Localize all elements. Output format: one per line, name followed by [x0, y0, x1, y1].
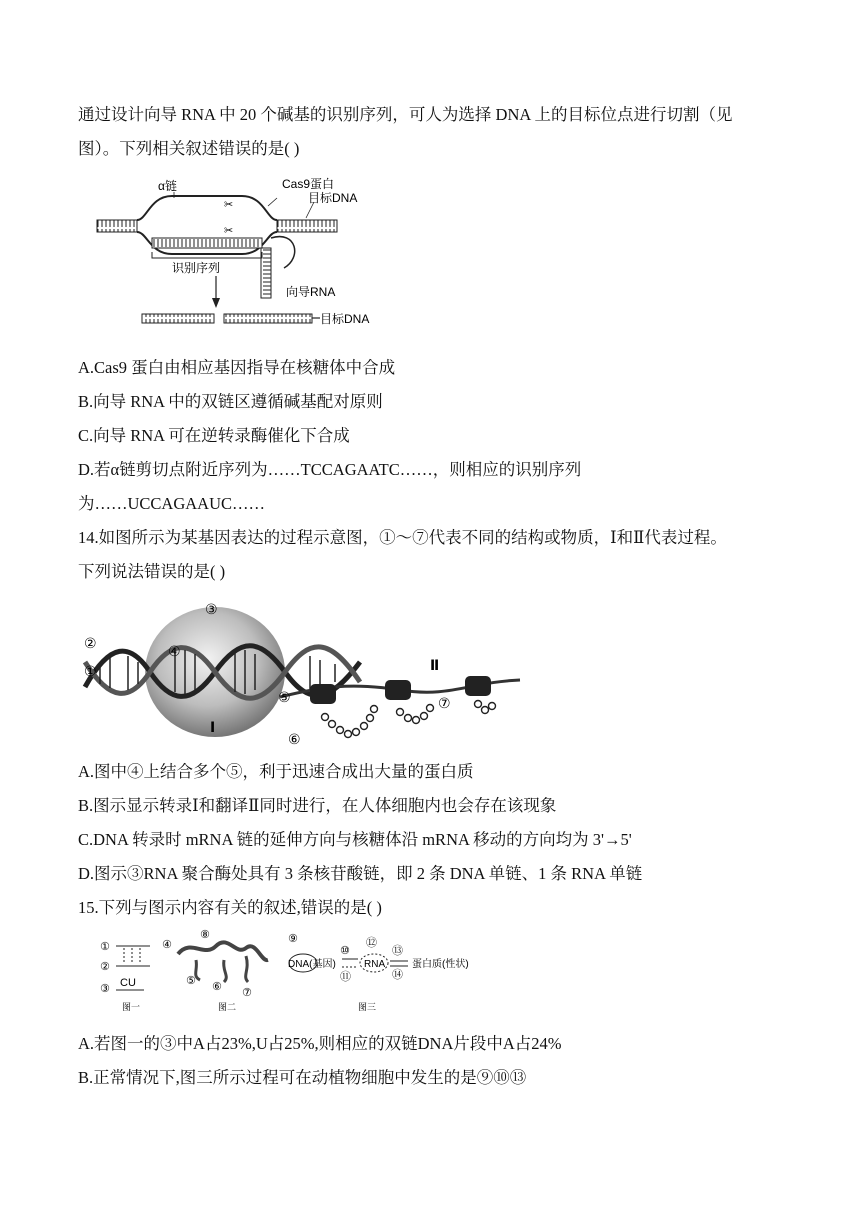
q13-option-d-line2: 为……UCCAGAAUC……: [78, 494, 266, 513]
label-n1: ①: [84, 663, 97, 679]
f3-protein: 蛋白质(性状): [412, 959, 469, 970]
q13-stem-line2: 图）。下列相关叙述错误的是( ): [78, 139, 300, 158]
label-n3: ③: [205, 601, 218, 617]
f1-caption: 图一: [122, 1002, 141, 1012]
label-recognition-seq: 识别序列: [172, 261, 221, 275]
f3-n12: ⑫: [366, 937, 377, 949]
q15-figures: [96, 926, 596, 1016]
q14-option-d: D.图示③RNA 聚合酶处具有 3 条核苷酸链，即 2 条 DNA 单链、1 条 RNA 单链: [78, 864, 643, 883]
f2-n7: ⑦: [242, 987, 252, 999]
label-process-1: Ⅰ: [210, 719, 216, 735]
f2-n8: ⑧: [200, 929, 210, 941]
f2-n4: ④: [162, 939, 172, 951]
f2-caption: 图二: [218, 1002, 237, 1012]
label-target-dna-bottom: 目标DNA: [320, 312, 370, 326]
f3-n11: ⑪: [340, 971, 351, 983]
gene-expression-figure: [80, 592, 530, 752]
label-n7: ⑦: [438, 695, 451, 711]
f1-n1: ①: [100, 941, 110, 953]
f1-cu: CU: [120, 977, 136, 989]
scissors-icon-bottom: ✂: [224, 225, 234, 237]
q14-option-c: C.DNA 转录时 mRNA 链的延伸方向与核糖体沿 mRNA 移动的方向均为 3'→5': [78, 830, 632, 849]
label-process-2: Ⅱ: [430, 657, 440, 673]
q15-option-b: B.正常情况下,图三所示过程可在动植物细胞中发生的是⑨⑩⑬: [78, 1068, 527, 1087]
label-n5: ⑤: [278, 689, 291, 705]
f3-rna: RNA: [364, 959, 386, 970]
label-target-dna-top: 目标DNA: [308, 191, 358, 205]
f3-caption: 图三: [358, 1002, 377, 1012]
f1-n2: ②: [100, 961, 110, 973]
q13-option-a: A.Cas9 蛋白由相应基因指导在核糖体中合成: [78, 358, 396, 377]
f1-n3: ③: [100, 983, 110, 995]
f3-n14: ⑭: [392, 969, 403, 981]
q13-option-b: B.向导 RNA 中的双链区遵循碱基配对原则: [78, 392, 383, 411]
q13-stem-line1: 通过设计向导 RNA 中 20 个碱基的识别序列，可人为选择 DNA 上的目标位点进行切割（见: [78, 105, 733, 124]
f3-dna: DNA(基因): [288, 959, 336, 970]
f3-n13: ⑬: [392, 945, 403, 957]
label-n6: ⑥: [288, 731, 301, 747]
label-n4: ④: [168, 643, 181, 659]
q13-option-c: C.向导 RNA 可在逆转录酶催化下合成: [78, 426, 350, 445]
f3-n10: ⑩: [340, 945, 350, 957]
scissors-icon-top: ✂: [224, 199, 234, 211]
q15-stem: 15.下列与图示内容有关的叙述,错误的是( ): [78, 898, 382, 917]
f2-n5: ⑤: [186, 975, 196, 987]
q14-stem-line1: 14.如图所示为某基因表达的过程示意图，①～⑦代表不同的结构或物质，Ⅰ和Ⅱ代表过程。: [78, 528, 727, 547]
f2-n6: ⑥: [212, 981, 222, 993]
label-alpha-chain: α链: [158, 179, 177, 193]
label-n2: ②: [84, 635, 97, 651]
label-guide-rna: 向导RNA: [286, 285, 336, 299]
q13-option-d-line1: D.若α链剪切点附近序列为……TCCAGAATC……，则相应的识别序列: [78, 460, 582, 479]
q14-stem-line2: 下列说法错误的是( ): [78, 562, 226, 581]
cas9-figure: [92, 168, 412, 338]
q15-option-a: A.若图一的③中A占23%,U占25%,则相应的双链DNA片段中A占24%: [78, 1034, 562, 1053]
label-cas9: Cas9蛋白: [282, 177, 335, 191]
f3-n9: ⑨: [288, 933, 298, 945]
q14-option-b: B.图示显示转录Ⅰ和翻译Ⅱ同时进行，在人体细胞内也会存在该现象: [78, 796, 557, 815]
q14-option-a: A.图中④上结合多个⑤，利于迅速合成出大量的蛋白质: [78, 762, 474, 781]
